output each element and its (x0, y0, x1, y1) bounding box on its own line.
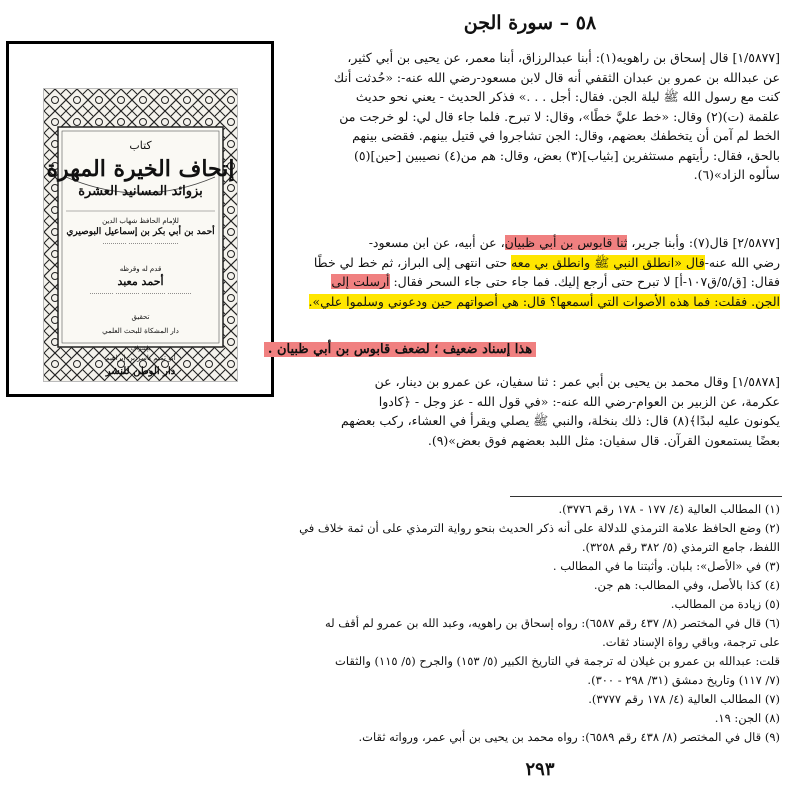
hadith-2 (286, 233, 780, 311)
hadith-2-line-2 (286, 253, 780, 273)
cover-body-lines: ………… ………… ………… ………… (89, 289, 192, 296)
hadith-1-line: الخط لم آمن أن يتخطفك بعضهم، وقال: الجن تشاجروا في قتيل بينهم. فقضى بينهم (352, 128, 780, 143)
footnote: (٧) المطالب العالية (٤/ ١٧٨ رقم ٣٧٧٧). (588, 692, 780, 706)
hadith-2-text: [٢/٥٨٧٧] قال(٧): وأبنا جرير، (627, 235, 780, 250)
hadith-2-text: فقال: [ق/٥/ق١٠٧-أ] لا تبرح حتى أرجع إليك. فما جاء حتى جاء السحر فقال: (389, 274, 780, 289)
footnote-separator (510, 496, 782, 497)
hadith-1-line: سألوه الزاد»(٦). (693, 167, 780, 182)
cover-kitab-label: كتاب (129, 139, 152, 152)
hadith-1-line: [١/٥٨٧٧] قال إسحاق بن راهويه(١): أبنا عبدالرزاق، أبنا معمر، عن يحيى بن أبي كثير، (347, 50, 780, 65)
footnote: (١) المطالب العالية (٤/ ١٧٧ - ١٧٨ رقم ٣٧٧٦). (558, 502, 780, 516)
footnote: (٤) كذا بالأصل، وفي المطالب: هم جن. (593, 578, 780, 592)
cover-panel (43, 88, 238, 382)
hadith-2-line-3 (286, 272, 780, 292)
cover-supervisor: أبو تميم ياسر بن إبراهيم (105, 354, 176, 362)
cover-editor-label: تحقيق (131, 313, 150, 321)
footnotes (280, 500, 780, 747)
cover-publisher: دار الوطن للنشر (105, 366, 176, 377)
footnote: (٢) وضع الحافظ علامة الترمذي للدلالة على أنه ذكر الحديث بنحو رواية الترمذي على أن ثمة خلاف في (299, 521, 780, 535)
isnad-verdict (0, 342, 800, 357)
hadith-2-text: حتى انتهى إلى البراز، ثم خط لي خطًا (313, 254, 512, 270)
hadith-1-line: عن عبدالله بن عمرو بن عبدان الثقفي أنه قال لابن مسعود-رضي الله عنه-: «حُدثت أنك (333, 69, 780, 85)
footnote: (٥) زيادة من المطالب. (670, 597, 780, 611)
hadith-1-line: بالحق، فقال: رأيتهم مستثفرين [بثياب](٣) بعض، وقال: هم من(٤) نصيبين [حين](٥) (353, 147, 780, 163)
cover-subtitle: بزوائد المسانيد العشرة (78, 184, 203, 199)
footnote: (٦) قال في المختصر (٨/ ٤٣٧ رقم ٦٥٨٧): رواه إسحاق بن راهويه، وعبد الله بن عمرو لم أقف له (324, 616, 780, 630)
verdict-highlight: هذا إسناد ضعيف ؛ لضعف قابوس بن أبي ظبيان . (264, 342, 536, 357)
hadith-2-text: ، عن أبيه، عن ابن مسعود- (368, 235, 505, 250)
cover-author: أحمد بن أبي بكر بن إسماعيل البوصيري (66, 227, 215, 237)
hadith-1-line: كنت مع رسول الله ﷺ ليلة الجن. فقال: أجل . . .» فذكر الحديث - يعني نحو حديث (355, 89, 780, 104)
hadith-3-line: [١/٥٨٧٨] وقال محمد بن يحيى بن أبي عمر : ثنا سفيان، عن عمرو بن دينار، عن (374, 374, 780, 389)
hadith-3 (286, 372, 780, 450)
footnote: (٨) الجن: ١٩. (714, 711, 780, 725)
cover-notes: ………… ………… ………… (102, 239, 179, 246)
cover-author-prefix: للإمام الحافظ شهاب الدين (102, 217, 179, 225)
hadith-1-line: علقمة (ت)(٢) وقال: «خط عليَّ خطًا»، وقال: لا تبرح. فلما جاء قال لي: لو خرجت من (339, 108, 780, 124)
surah-title: ٥٨ – سورة الجن (463, 12, 597, 34)
footnote: على ترجمة، وباقي رواة الإسناد ثقات. (602, 635, 780, 649)
cover-title: إتحاف الخيرة المهرة (46, 156, 235, 182)
footnote: (٩) قال في المختصر (٨/ ٤٣٨ رقم ٦٥٨٩): رواه محمد بن يحيى بن أبي عمر، ورواته ثقات. (358, 730, 780, 744)
cover-intro-label: قدم له وقرظه (119, 265, 162, 273)
highlight-voices: الجن. فقلت: فما هذه الأصوات التي أسمعها؟ قال: هي أصواتهم حين ودعوني وسلموا علي». (308, 293, 780, 309)
hadith-2-line-4 (286, 292, 780, 312)
hadith-3-line: عكرمة، عن الزبير بن العوام-رضي الله عنه-: «في قول الله - عز وجل - ﴿كادوا (378, 393, 780, 409)
footnote: قلت: عبدالله بن عمرو بن غيلان له ترجمة في التاريخ الكبير (٥/ ١٥٣) والجرح (٥/ ١١٥) والثقات (335, 654, 780, 668)
hadith-3-line: بعضًا يستمعون القرآن. قال سفيان: مثل اللبد بعضهم فوق بعض»(٩). (427, 432, 780, 448)
footnote: (٣) في «الأصل»: بلبان. وأثبتنا ما في المطالب . (552, 559, 780, 573)
footnote: اللفظ، جامع الترمذي (٥/ ٣٨٢ رقم ٣٢٥٨). (581, 540, 780, 554)
page-number: ٢٩٣ (525, 759, 555, 780)
highlight-sent: أرسلت إلى (331, 274, 390, 289)
highlight-narrator: ثنا قابوس بن أبي ظبيان (504, 235, 628, 250)
footnote: (٧/ ١١٧) وتاريخ دمشق (٣١/ ٢٩٨ - ٣٠٠). (587, 673, 780, 687)
cover-supervisor-label: بإشراف (130, 345, 151, 352)
cover-publisher-top: دار المشكاة للبحث العلمي (102, 327, 179, 335)
hadith-1 (286, 48, 780, 185)
hadith-2-text: رضي الله عنه- (704, 254, 780, 270)
highlight-matn: قال «انطلق النبي ﷺ وانطلق بي معه (511, 254, 705, 270)
hadith-2-line-1 (286, 233, 780, 253)
cover-introducer: أحمد معبد (117, 275, 164, 288)
hadith-3-line: يكونون عليه لبدًا﴾(٨) قال: ذلك بنخلة، والنبي ﷺ يصلي ويقرأ في العشاء، ركب بعضهم (340, 413, 780, 428)
